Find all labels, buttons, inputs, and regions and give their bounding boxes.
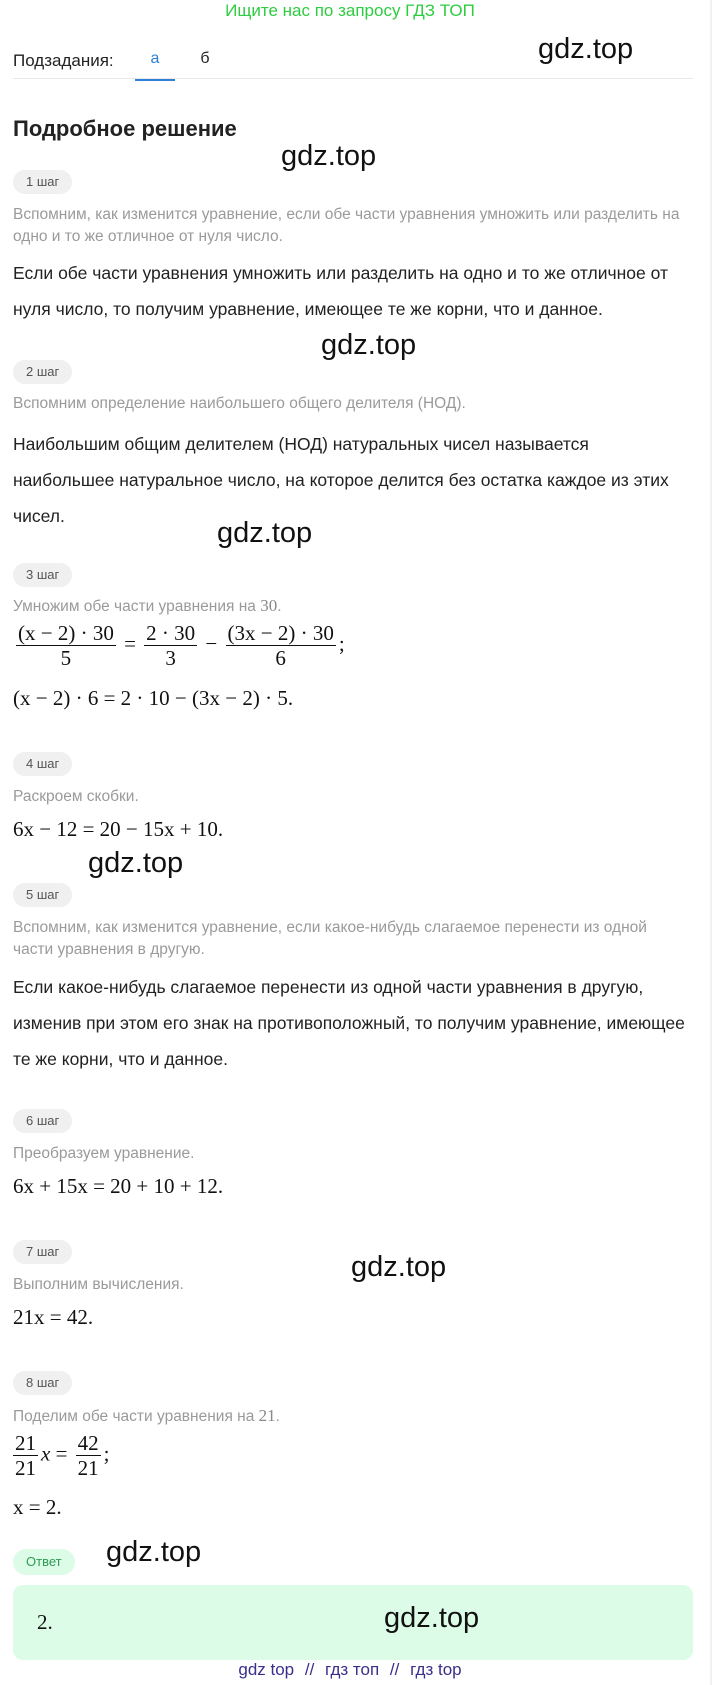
hint-end: . [275, 1408, 280, 1425]
step-8-equation-1 [13, 1431, 110, 1480]
step-7-equation: 21x = 42. [13, 1305, 94, 1329]
fraction [13, 1431, 38, 1480]
watermark: gdz.top [538, 33, 634, 65]
numerator: 42 [77, 1431, 99, 1455]
step-5-hint: Вспомним, как изменится уравнение, если какое-нибудь слагаемое перенести из одной части уравнения в другую. [13, 919, 647, 958]
step-1-text: Если обе части уравнения умножить или разделить на одно и то же отличное от нуля число, то получим уравнение, имеющее те же корни, что и данное. [13, 263, 668, 319]
tab-subtask-b[interactable]: б [200, 50, 210, 67]
fraction [76, 1431, 101, 1480]
hint-end: . [277, 598, 282, 615]
denominator: 21 [15, 1456, 36, 1480]
watermark: gdz.top [351, 1251, 447, 1283]
footer-link[interactable]: гдз top [410, 1660, 462, 1679]
watermark: gdz.top [281, 140, 377, 172]
step-8-label: 8 шаг [13, 1371, 72, 1395]
step-4-equation: 6x − 12 = 20 − 15x + 10. [13, 817, 224, 841]
fraction [226, 621, 336, 670]
step-8-hint [13, 1405, 683, 1428]
scrollbar[interactable] [710, 0, 712, 1685]
hint-text: Умножим обе части уравнения на [13, 598, 261, 615]
step-7-label: 7 шаг [13, 1240, 72, 1264]
numerator: (3x − 2) · 30 [227, 621, 334, 645]
denominator: 6 [275, 646, 286, 670]
footer-link[interactable]: гдз топ [325, 1660, 380, 1679]
denominator: 21 [77, 1456, 99, 1480]
numerator: (x − 2) · 30 [18, 621, 114, 645]
step-6-label: 6 шаг [13, 1109, 72, 1133]
watermark: gdz.top [106, 1536, 202, 1568]
tab-subtask-a[interactable]: а [135, 50, 175, 81]
numerator: 2 · 30 [146, 621, 196, 645]
variable: x [41, 1441, 51, 1466]
fraction [144, 621, 197, 670]
footer-links [0, 1660, 700, 1680]
denominator: 5 [60, 646, 72, 670]
step-4-hint: Раскроем скобки. [13, 788, 139, 805]
operator: = [55, 1441, 68, 1466]
step-5-text: Если какое-нибудь слагаемое перенести из одной части уравнения в другую, изменив при этом его знак на противоположный, то получим уравнение, имеющее те же корни, что и данное. [13, 977, 685, 1069]
step-3-equation-2: (x − 2) · 6 = 2 · 10 − (3x − 2) · 5. [13, 686, 294, 710]
step-2-label: 2 шаг [13, 360, 72, 384]
watermark: gdz.top [88, 847, 184, 879]
step-2-hint: Вспомним определение наибольшего общего делителя (НОД). [13, 395, 466, 412]
step-4-label: 4 шаг [13, 752, 72, 776]
watermark: gdz.top [321, 329, 417, 361]
step-3-equation-1 [13, 621, 345, 670]
answer-box [13, 1585, 693, 1660]
step-6-equation: 6x + 15x = 20 + 10 + 12. [13, 1174, 224, 1198]
denominator: 3 [165, 646, 176, 670]
operator: = [124, 631, 136, 656]
fraction [16, 621, 116, 670]
operator: − [205, 631, 218, 656]
footer-link[interactable]: gdz top [238, 1660, 295, 1679]
solution-title: Подробное решение [13, 116, 237, 141]
numerator: 21 [15, 1431, 36, 1455]
step-6-hint: Преобразуем уравнение. [13, 1145, 195, 1162]
answer-label: Ответ [13, 1549, 75, 1575]
punctuation: ; [338, 631, 345, 656]
step-3-hint [13, 595, 683, 618]
answer-value: 2. [37, 1610, 53, 1634]
hint-number: 21 [258, 1406, 276, 1425]
step-1-label: 1 шаг [13, 170, 72, 194]
subtasks-label: Подзадания: [13, 51, 114, 70]
divider [13, 78, 693, 79]
watermark: gdz.top [384, 1602, 480, 1634]
step-5-label: 5 шаг [13, 883, 72, 907]
footer-separator: // [304, 1660, 315, 1679]
step-1-hint: Вспомним, как изменится уравнение, если обе части уравнения умножить или разделить на одно и то же отличное от нуля число. [13, 206, 680, 245]
search-banner[interactable]: Ищите нас по запросу ГДЗ ТОП [225, 1, 475, 20]
step-8-equation-2: x = 2. [13, 1495, 62, 1519]
hint-text: Поделим обе части уравнения на [13, 1408, 259, 1425]
footer-separator: // [389, 1660, 400, 1679]
step-3-label: 3 шаг [13, 563, 72, 587]
watermark: gdz.top [217, 517, 313, 549]
step-7-hint: Выполним вычисления. [13, 1276, 184, 1293]
step-2-text: Наибольшим общим делителем (НОД) натуральных чисел называется наибольшее натуральное число, на которое делится без остатка каждое из этих чисел. [13, 434, 669, 526]
punctuation: ; [103, 1441, 110, 1466]
hint-number: 30 [260, 596, 278, 615]
